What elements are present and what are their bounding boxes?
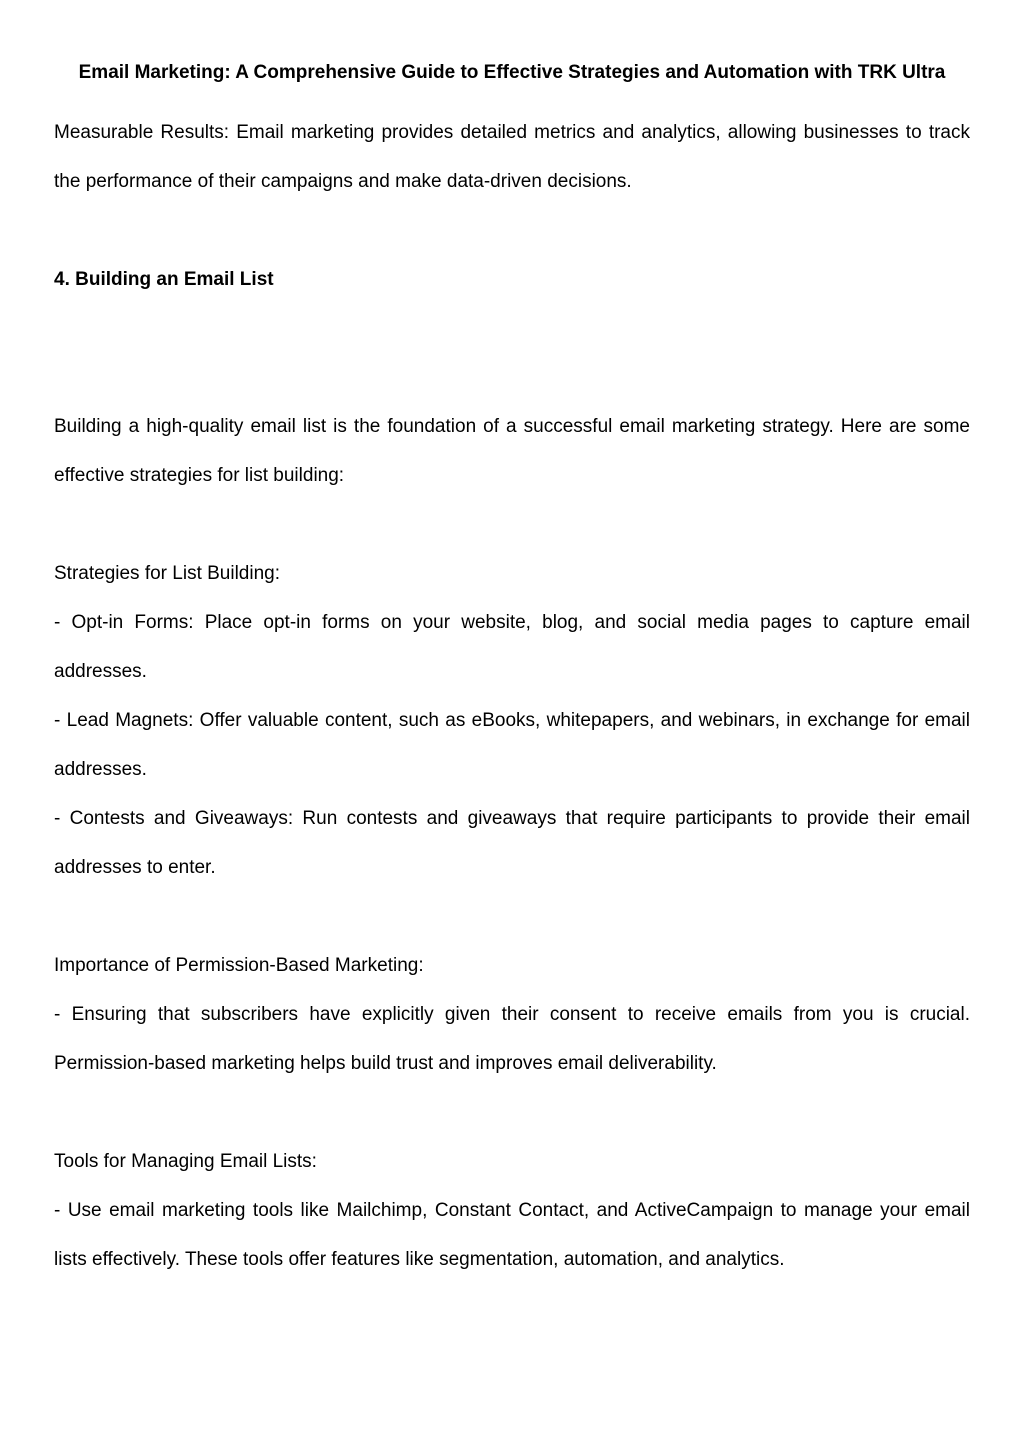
spacer bbox=[54, 206, 970, 255]
spacer bbox=[54, 892, 970, 941]
spacer bbox=[54, 1088, 970, 1137]
tools-paragraph: - Use email marketing tools like Mailchimp, Constant Contact, and ActiveCampaign to manage your email lists effectively. These tools offer features like segmentation, automation, and analytics. bbox=[54, 1200, 970, 1270]
strategies-heading: Strategies for List Building: bbox=[54, 563, 281, 584]
permission-paragraph: - Ensuring that subscribers have explicitly given their consent to receive emails from you is crucial. Permission-based marketing helps build trust and improves email deliverability. bbox=[54, 1004, 970, 1074]
spacer bbox=[54, 304, 970, 402]
strategy-item-opt-in: - Opt-in Forms: Place opt-in forms on your website, blog, and social media pages to capture email addresses. bbox=[54, 612, 970, 682]
tools-heading: Tools for Managing Email Lists: bbox=[54, 1151, 317, 1172]
document-body bbox=[54, 108, 970, 1284]
strategy-item-lead-magnets: - Lead Magnets: Offer valuable content, such as eBooks, whitepapers, and webinars, in exchange for email addresses. bbox=[54, 710, 970, 780]
spacer bbox=[54, 500, 970, 549]
measurable-results-paragraph: Measurable Results: Email marketing provides detailed metrics and analytics, allowing businesses to track the performance of their campaigns and make data-driven decisions. bbox=[54, 122, 970, 192]
page-title: Email Marketing: A Comprehensive Guide to Effective Strategies and Automation with TRK Ultra bbox=[78, 62, 946, 83]
intro-paragraph: Building a high-quality email list is the foundation of a successful email marketing strategy. Here are some effective strategies for list building: bbox=[54, 416, 970, 486]
section-heading: 4. Building an Email List bbox=[54, 269, 274, 290]
strategy-item-contests: - Contests and Giveaways: Run contests and giveaways that require participants to provide their email addresses to enter. bbox=[54, 808, 970, 878]
permission-heading: Importance of Permission-Based Marketing: bbox=[54, 955, 424, 976]
